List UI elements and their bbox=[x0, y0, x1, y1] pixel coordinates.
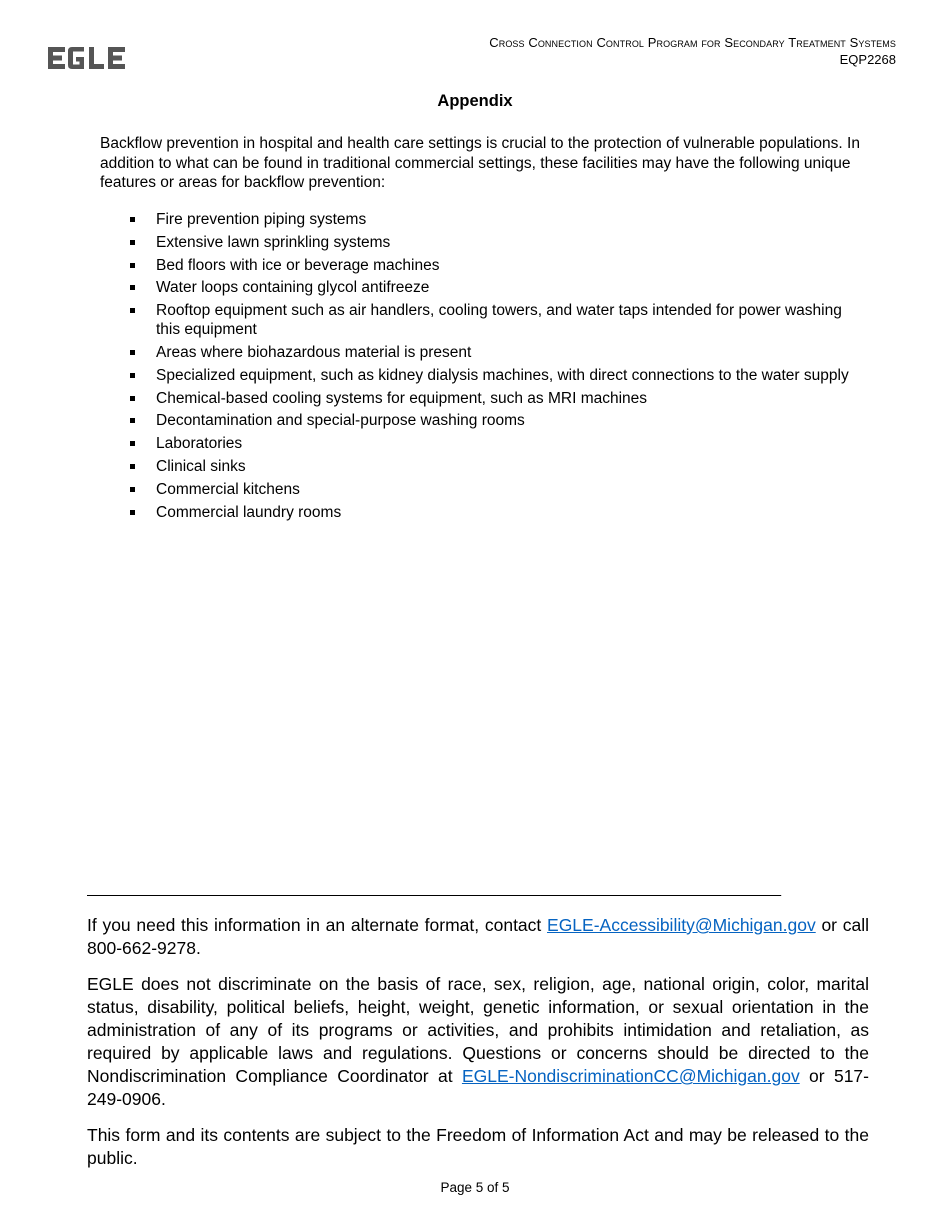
accessibility-notice bbox=[87, 914, 869, 960]
list-item bbox=[100, 366, 860, 385]
nondiscrimination-notice bbox=[87, 973, 869, 1111]
square-bullet-icon bbox=[130, 350, 135, 355]
square-bullet-icon bbox=[130, 240, 135, 245]
list-item-text: Specialized equipment, such as kidney dialysis machines, with direct connections to the water supply bbox=[156, 366, 849, 384]
nondiscrimination-phone-text: or 517-249-0906. bbox=[87, 1066, 869, 1109]
list-item bbox=[100, 343, 860, 362]
list-item bbox=[100, 503, 860, 522]
square-bullet-icon bbox=[130, 308, 135, 313]
list-item bbox=[100, 434, 860, 453]
square-bullet-icon bbox=[130, 217, 135, 222]
accessibility-phone-text: or call 800-662-9278. bbox=[87, 915, 869, 958]
page-title: Appendix bbox=[437, 92, 513, 110]
footer-divider: ______________________________________________________________________________ bbox=[87, 880, 782, 897]
square-bullet-icon bbox=[130, 464, 135, 469]
list-item bbox=[100, 278, 860, 297]
accessibility-text: If you need this information in an alternate format, contact bbox=[87, 915, 548, 935]
footer bbox=[87, 914, 869, 1183]
list-item-text: Areas where biohazardous material is present bbox=[156, 343, 472, 361]
list-item-text: Extensive lawn sprinkling systems bbox=[156, 233, 391, 251]
list-item-text: Bed floors with ice or beverage machines bbox=[156, 256, 440, 274]
intro-paragraph: Backflow prevention in hospital and health care settings is crucial to the protection of vulnerable populations. In addition to what can be found in traditional commercial settings, these facilities may have the following unique features or areas for backflow prevention: bbox=[100, 135, 860, 191]
page-number: Page 5 of 5 bbox=[440, 1180, 510, 1195]
feature-list bbox=[100, 210, 860, 525]
list-item-text: Decontamination and special-purpose washing rooms bbox=[156, 412, 525, 430]
list-item bbox=[100, 256, 860, 275]
list-item bbox=[100, 233, 860, 252]
list-item-text: Rooftop equipment such as air handlers, cooling towers, and water taps intended for power washing this equipment bbox=[156, 302, 842, 339]
document-code: EQP2268 bbox=[839, 52, 896, 67]
list-item-text: Water loops containing glycol antifreeze bbox=[156, 279, 430, 297]
list-item-text: Commercial kitchens bbox=[156, 480, 300, 498]
list-item-text: Laboratories bbox=[156, 435, 243, 453]
document-header bbox=[489, 34, 896, 68]
square-bullet-icon bbox=[130, 396, 135, 401]
list-item bbox=[100, 411, 860, 430]
square-bullet-icon bbox=[130, 285, 135, 290]
list-item bbox=[100, 301, 860, 339]
list-item bbox=[100, 480, 860, 499]
list-item bbox=[100, 210, 860, 229]
nondiscrimination-email-link[interactable]: EGLE-NondiscriminationCC@Michigan.gov bbox=[461, 1066, 800, 1086]
square-bullet-icon bbox=[130, 373, 135, 378]
square-bullet-icon bbox=[130, 487, 135, 492]
foia-notice: This form and its contents are subject to the Freedom of Information Act and may be released to the public. bbox=[87, 1125, 869, 1168]
egle-logo bbox=[48, 44, 128, 72]
list-item bbox=[100, 389, 860, 408]
list-item bbox=[100, 457, 860, 476]
accessibility-email-link[interactable]: EGLE-Accessibility@Michigan.gov bbox=[547, 915, 816, 935]
list-item-text: Chemical-based cooling systems for equipment, such as MRI machines bbox=[156, 389, 648, 407]
square-bullet-icon bbox=[130, 441, 135, 446]
list-item-text: Commercial laundry rooms bbox=[156, 503, 342, 521]
square-bullet-icon bbox=[130, 418, 135, 423]
document-title: Cross Connection Control Program for Secondary Treatment Systems bbox=[489, 35, 896, 50]
list-item-text: Fire prevention piping systems bbox=[156, 211, 367, 228]
square-bullet-icon bbox=[130, 263, 135, 268]
square-bullet-icon bbox=[130, 510, 135, 515]
list-item-text: Clinical sinks bbox=[156, 457, 246, 475]
nondiscrimination-text: EGLE does not discriminate on the basis of race, sex, religion, age, national origin, color, marital status, disability, political beliefs, height, weight, genetic information, or sexual orientation in the administration of any of its programs or activities, and prohibits intimidation and retaliation, as required by applicable laws and regulations. Questions or concerns should be directed to the Nondiscrimination Compliance Coordinator at bbox=[87, 974, 869, 1086]
